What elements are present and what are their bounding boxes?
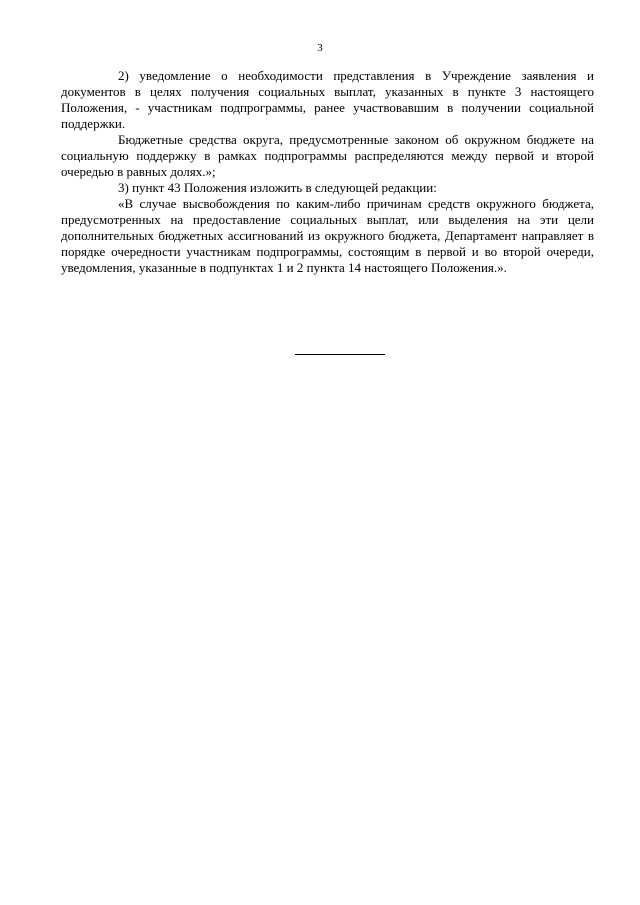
page-number: 3 [317,42,323,54]
paragraph-amendment-point-43: 3) пункт 43 Положения изложить в следующей редакции: [118,180,437,195]
paragraph-budget-distribution: Бюджетные средства округа, предусмотренные законом об окружном бюджете на социальную поддержку в рамках подпрограммы распределяются между первой и второй очередью в равных долях.»; [61,132,594,179]
paragraph-new-wording: «В случае высвобождения по каким-либо причинам средств окружного бюджета, предусмотренных на предоставление социальных выплат, или выделения на эти цели дополнительных бюджетных ассигнований из окружного бюджета, Департамент направляет в порядке очередности участникам подпрограммы, состоящим в первой и во второй очереди, уведомления, указанные в подпунктах 1 и 2 пункта 14 настоящего Положения.». [61,196,594,275]
end-separator-line [295,354,385,355]
document-body [61,68,594,276]
paragraph-notification: 2) уведомление о необходимости представления в Учреждение заявления и документов в целях получения социальных выплат, указанных в пункте 3 настоящего Положения, - участникам подпрограммы, ранее участвовавшим в получении социальной поддержки. [61,68,594,131]
